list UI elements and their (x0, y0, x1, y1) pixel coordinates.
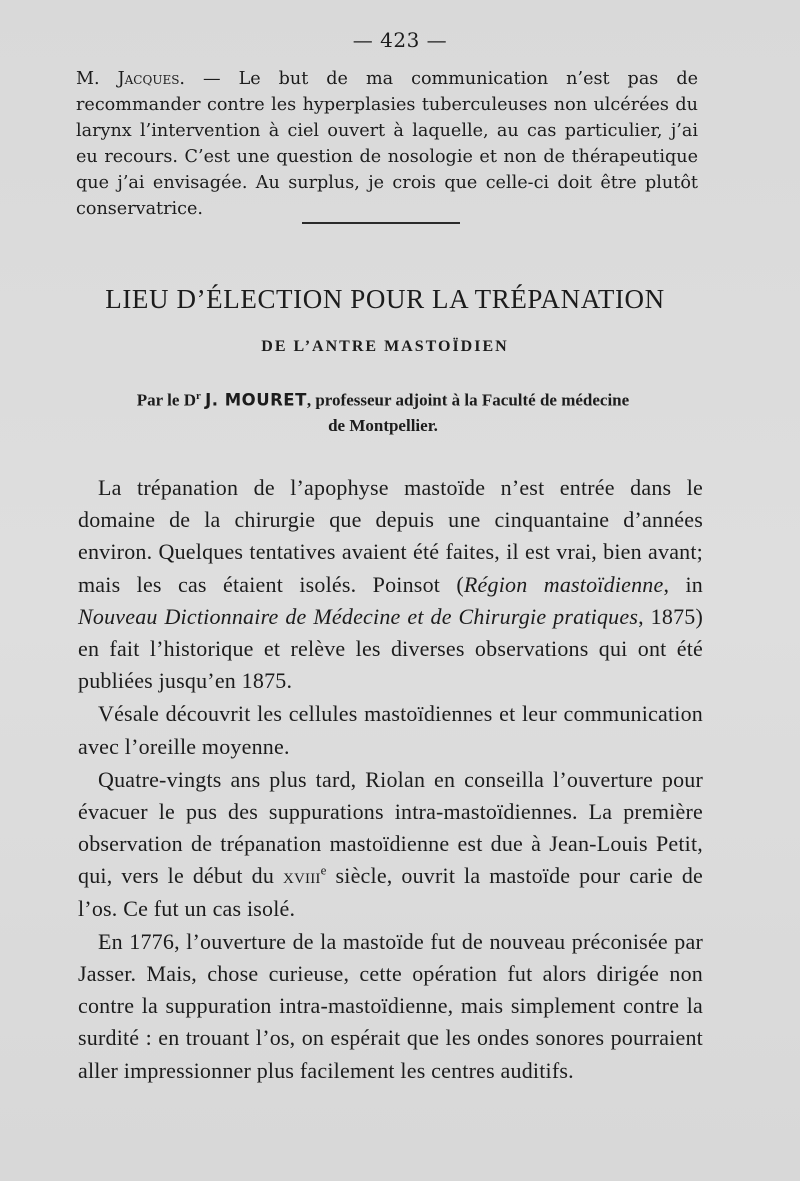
paragraph-1-text-c: , 1875) en fait l’historique et relève les diverses observations qui ont été publiées jusqu’en 1875. (78, 603, 703, 694)
speaker-name: M. Jacques. (76, 69, 186, 89)
article-title: LIEU D’ÉLECTION POUR LA TRÉPANATION (105, 284, 665, 314)
author-name: J. MOURET (205, 390, 307, 410)
paragraph-3 (78, 764, 703, 925)
reference-title-1: Région mastoïdienne (463, 571, 664, 597)
article-subtitle: DE L’ANTRE MASTOÏDIEN (261, 338, 509, 355)
paragraph-2: Vésale découvrit les cellules mastoïdiennes et leur communication avec l’oreille moyenne. (78, 701, 703, 759)
affiliation-line1: , professeur adjoint à la Faculté de médecine (306, 390, 630, 410)
byline (96, 384, 670, 438)
century-suffix: e (320, 863, 327, 879)
discussion-text: — Le but de ma communication n’est pas de recommander contre les hyperplasies tuberculeuses non ulcérées du larynx l’intervention à ciel ouvert à laquelle, au cas particulier, j’ai eu recours. C’est une question de nosologie et non de thérapeutique que j’ai envisagée. Au surplus, je crois que celle-ci doit être plutôt conservatrice. (76, 69, 698, 219)
paragraph-1-text-a: La trépanation de l’apophyse mastoïde n’est entrée dans le domaine de la chirurgie que depuis une cinquantaine d’années environ. Quelques tentatives avaient été faites, il est vrai, bien avant; mais les cas étaient isolés. Poinsot ( (78, 475, 703, 597)
affiliation-line2: de Montpellier. (328, 415, 438, 435)
paragraph-1-text-b: , in (663, 571, 703, 597)
paragraph-1 (78, 472, 703, 697)
previous-discussion (76, 66, 698, 222)
paragraph-3-text-b: siècle, ouvrit la mastoïde pour carie de l’os. Ce fut un cas isolé. (78, 863, 703, 921)
section-divider (302, 222, 460, 224)
byline-prefix-sup: r (195, 390, 201, 402)
reference-title-2: Nouveau Dictionnaire de Médecine et de Chirurgie pratiques (78, 603, 639, 629)
paragraph-4: En 1776, l’ouverture de la mastoïde fut de nouveau préconisée par Jasser. Mais, chose curieuse, cette opération fut alors dirigée non contre la suppuration intra-mastoïdienne, mais simplement contre la surdité : en trouant l’os, on espérait que les ondes sonores pourraient aller impressionner plus facilement les centres auditifs. (78, 928, 703, 1083)
page-number: — 423 — (352, 28, 448, 52)
century-numeral: xviii (282, 863, 321, 889)
article-body (78, 472, 703, 1087)
paragraph-3-text-a: Quatre-vingts ans plus tard, Riolan en conseilla l’ouverture pour évacuer le pus des suppurations intra-mastoïdiennes. La première observation de trépanation mastoïdienne est due à Jean-Louis Petit, qui, vers le début du (78, 766, 703, 889)
byline-prefix: Par le D (136, 390, 196, 410)
